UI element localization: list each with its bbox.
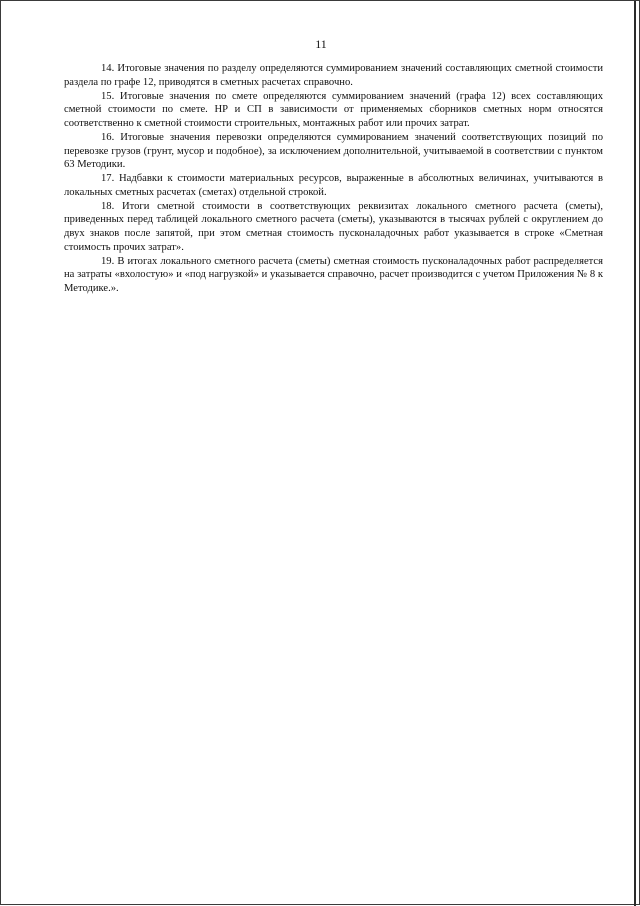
paragraph-15: 15. Итоговые значения по смете определяются суммированием значений (графа 12) всех составляющих сметной стоимости по смете. НР и СП в зависимости от применяемых сборников сметных норм относятся соответственно к сметной стоимости строительных, монтажных работ или прочих затрат. xyxy=(64,90,603,129)
scan-edge xyxy=(634,1,636,906)
page-number: 11 xyxy=(315,37,327,51)
paragraph-18: 18. Итоги сметной стоимости в соответствующих реквизитах локального сметного расчета (сметы), приведенных перед таблицей локального сметного расчета (сметы), указываются в тысячах рублей с округлением до двух знаков после запятой, при этом сметная стоимость пусконаладочных работ указывается в строке «Сметная стоимость прочих затрат». xyxy=(64,200,603,253)
document-body xyxy=(64,62,603,296)
paragraph-14: 14. Итоговые значения по разделу определяются суммированием значений составляющих сметной стоимости раздела по графе 12, приводятся в сметных расчетах справочно. xyxy=(64,63,603,88)
paragraph-17: 17. Надбавки к стоимости материальных ресурсов, выраженные в абсолютных величинах, учитываются в локальных сметных расчетах (сметах) отдельной строкой. xyxy=(64,173,603,198)
paragraph-19: 19. В итогах локального сметного расчета (сметы) сметная стоимость пусконаладочных работ распределяется на затраты «вхолостую» и «под нагрузкой» и указывается справочно, расчет производится с учетом Приложения № 8 к Методике.». xyxy=(64,255,603,294)
paragraph-16: 16. Итоговые значения перевозки определяются суммированием значений соответствующих позиций по перевозке грузов (грунт, мусор и подобное), за исключением дополнительной, учитываемой в соответствии с пунктом 63 Методики. xyxy=(64,131,603,171)
